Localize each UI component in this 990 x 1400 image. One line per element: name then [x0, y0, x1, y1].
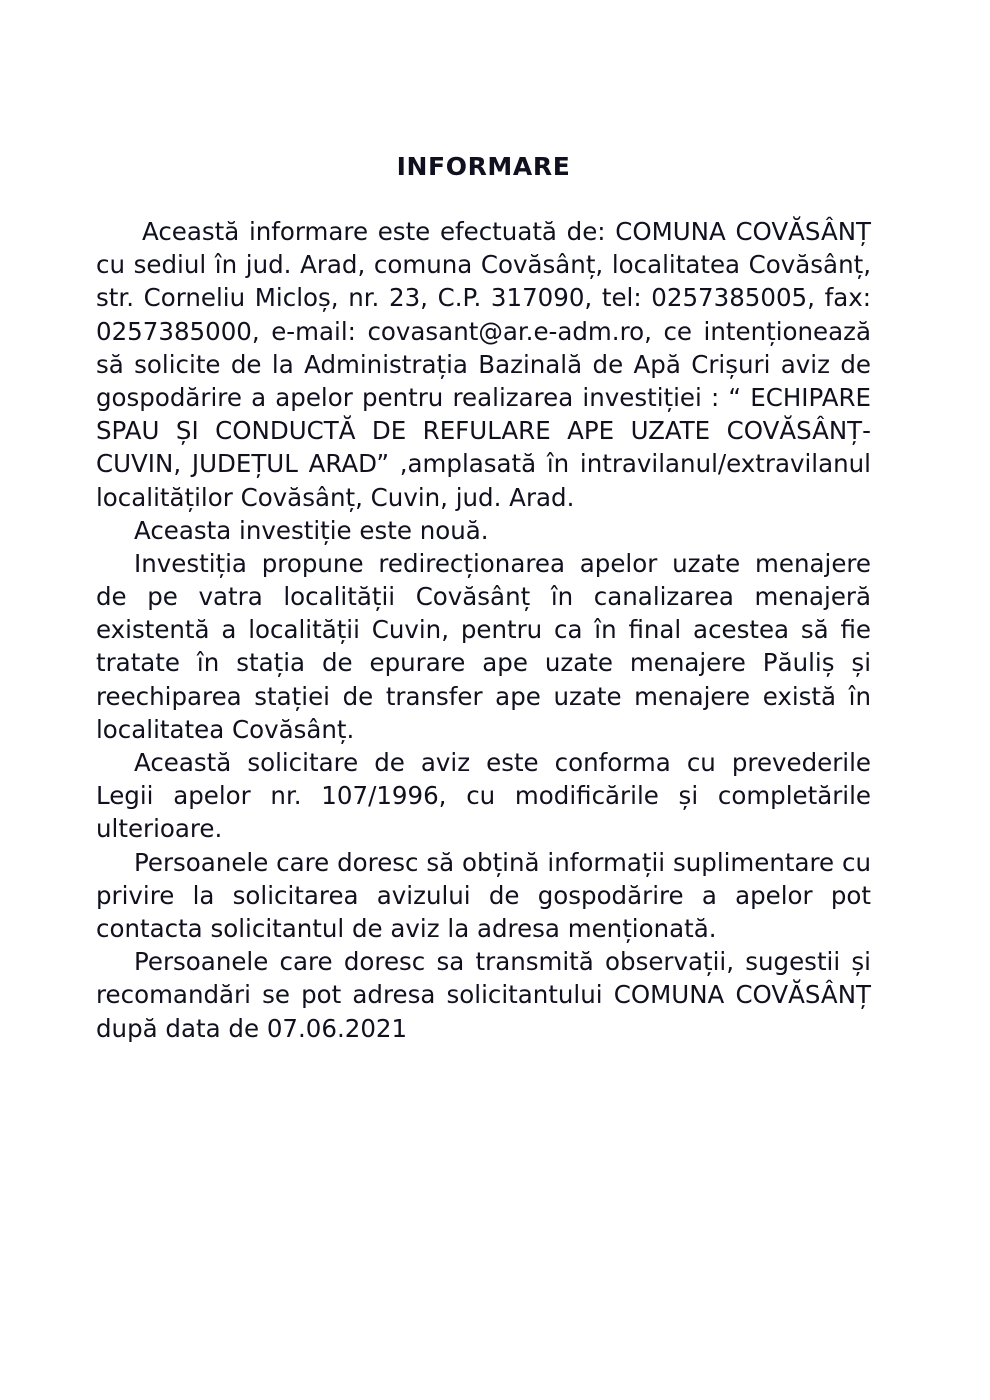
document-body [96, 152, 871, 1045]
paragraph-legal-compliance: Această solicitare de aviz este conforma cu prevederile Legii apelor nr. 107/1996, cu modificările și completările ulterioare. [96, 748, 871, 844]
paragraph-applicant-details: Această informare este efectuată de: COMUNA COVĂSÂNȚ cu sediul în jud. Arad, comuna Covăsânț, localitatea Covăsânț, str. Corneliu Micloș, nr. 23, C.P. 317090, tel: 0257385005, fax: 0257385000, e-mail: covasant@ar.e-adm.ro, ce intenționează să solicite de la Administrația Bazinală de Apă Crișuri aviz de gospodărire a apelor pentru realizarea investiției : “ ECHIPARE SPAU ȘI CONDUCTĂ DE REFULARE APE UZATE COVĂSÂNȚ-CUVIN, JUDEȚUL ARAD” ,amplasată în intravilanul/extravilanul localităților Covăsânț, Cuvin, jud. Arad. [96, 217, 871, 512]
paragraph-additional-info: Persoanele care doresc să obțină informații suplimentare cu privire la solicitarea avizului de gospodărire a apelor pot contacta solicitantul de aviz la adresa menționată. [96, 847, 871, 943]
paragraph-investment-new: Aceasta investiție este nouă. [134, 515, 489, 545]
paragraph-observations: Persoanele care doresc sa transmită observații, sugestii și recomandări se pot adresa solicitantului COMUNA COVĂSÂNȚ după data de 07.06.2021 [96, 947, 871, 1043]
paragraph-investment-description: Investiția propune redirecționarea apelor uzate menajere de pe vatra localității Covăsânț în canalizarea menajeră existentă a localității Cuvin, pentru ca în final acestea să fie tratate în stația de epurare ape uzate menajere Păuliș și reechiparea stației de transfer ape uzate menajere există în localitatea Covăsânț. [96, 548, 871, 744]
page-title: INFORMARE [396, 152, 571, 181]
